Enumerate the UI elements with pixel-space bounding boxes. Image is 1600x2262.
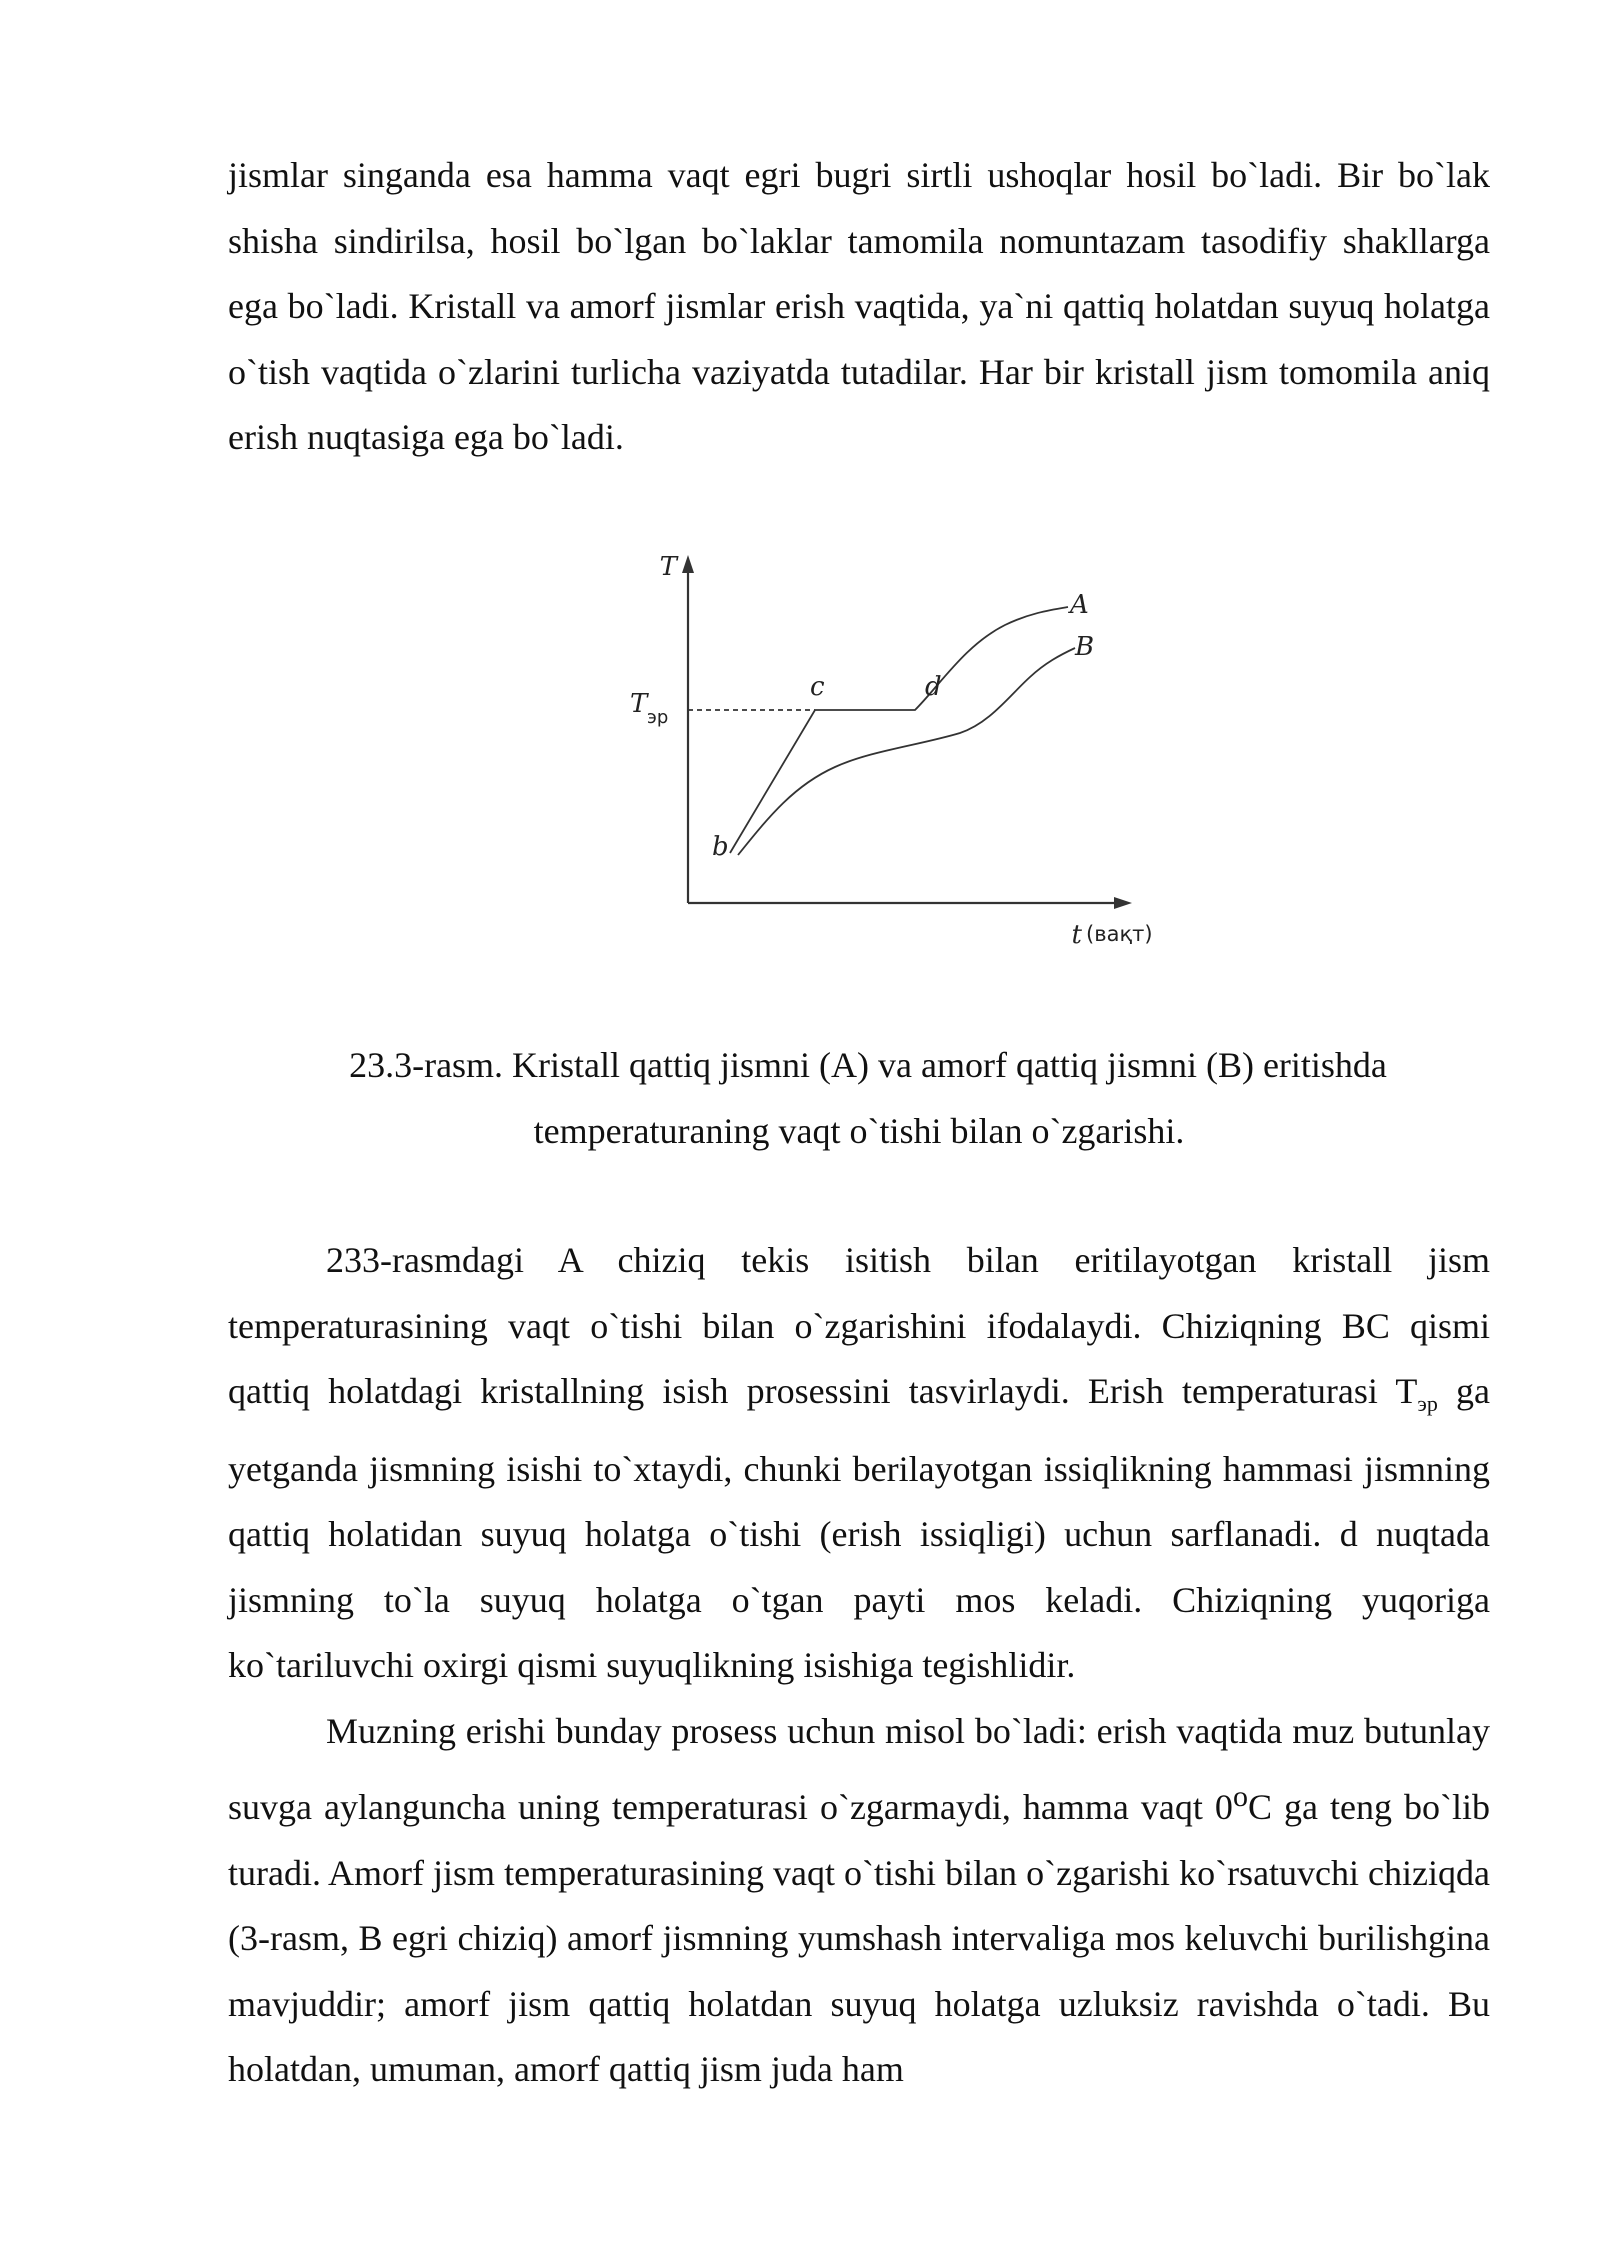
melting-temp-label: T: [630, 689, 648, 719]
paragraph-2-part-1: 233-rasmdagi A chiziq tekis isitish bilan eritilayotgan kristall jism temperaturasining vaqt o`tishi bilan o`zgarishini ifodalaydi. Chiziqning BC qismi qattiq holatdagi kristallning isish prosessini tasvirlaydi. Erish temperaturasi T: [228, 1240, 1490, 1411]
point-d-label: d: [925, 672, 942, 702]
point-b-label: b: [712, 832, 729, 862]
caption-line-1: 23.3-rasm. Kristall qattiq jismni (A) va amorf qattiq jismni (B) eritishda: [349, 1045, 1387, 1085]
y-axis-label: T: [659, 552, 677, 582]
melting-temp-subscript: эр: [647, 707, 669, 728]
curve-a-crystal: [730, 607, 1068, 853]
paragraph-3-part-2: C ga teng bo`lib turadi. Amorf jism temperaturasining vaqt o`tishi bilan o`zgarishi ko`rsatuvchi chiziqda (3-rasm, B egri chiziq) amorf jismning yumshash intervaliga mos keluvchi burilishgina mavjuddir; amorf jism qattiq holatdan suyuq holatga uzluksiz ravishda o`tadi. Bu holatdan, umuman, amorf qattiq jism juda ham: [228, 1787, 1491, 2090]
figure-temperature-time-graph: [620, 545, 1180, 960]
curve-b-amorphous: [738, 648, 1075, 855]
paragraph-top: [228, 143, 1490, 471]
point-c-label: c: [810, 672, 825, 702]
paragraph-bottom: [228, 1228, 1490, 2103]
x-axis-arrow: [1114, 897, 1132, 909]
degree-superscript: o: [1232, 1780, 1248, 1814]
paragraph-2: [228, 1228, 1490, 1699]
x-axis-label: t: [1071, 920, 1082, 950]
caption-line-2: temperaturaning vaqt o`tishi bilan o`zgarishi.: [533, 1111, 1185, 1151]
paragraph-3: [228, 1699, 1490, 2103]
x-axis-unit: (вақт): [1086, 922, 1153, 946]
paragraph-2-part-2: ga yetganda jismning isishi to`xtaydi, chunki berilayotgan issiqlikning hammasi jismning qattiq holatidan suyuq holatga o`tishi (erish issiqligi) uchun sarflanadi. d nuqtada jismning to`la suyuq holatga o`tgan payti mos keladi. Chiziqning yuqoriga ko`tariluvchi oxirgi qismi suyuqlikning isishiga tegishlidir.: [228, 1371, 1490, 1686]
y-axis-arrow: [682, 555, 694, 573]
graph-svg: [620, 545, 1180, 960]
paragraph-3-part-1: Muzning erishi bunday prosess uchun misol bo`ladi: erish vaqtida muz butunlay suvga aylanguncha uning temperaturasi o`zgarmaydi, hamma vaqt 0: [228, 1710, 1490, 1828]
paragraph-1-text: jismlar singanda esa hamma vaqt egri bugri sirtli ushoqlar hosil bo`ladi. Bir bo`lak shisha sindirilsa, hosil bo`lgan bo`laklar tamomila nomuntazam tasodifiy shakllarga ega bo`ladi. Kristall va amorf jismlar erish vaqtida, ya`ni qattiq holatdan suyuq holatga o`tish vaqtida o`zlarini turlicha vaziyatda tutadilar. Har bir kristall jism tomomila aniq erish nuqtasiga ega bo`ladi.: [228, 155, 1490, 457]
curve-b-label: B: [1075, 632, 1095, 662]
paragraph-2-subscript: эр: [1417, 1391, 1438, 1417]
curve-a-label: A: [1070, 590, 1089, 620]
figure-caption: [228, 1032, 1490, 1164]
